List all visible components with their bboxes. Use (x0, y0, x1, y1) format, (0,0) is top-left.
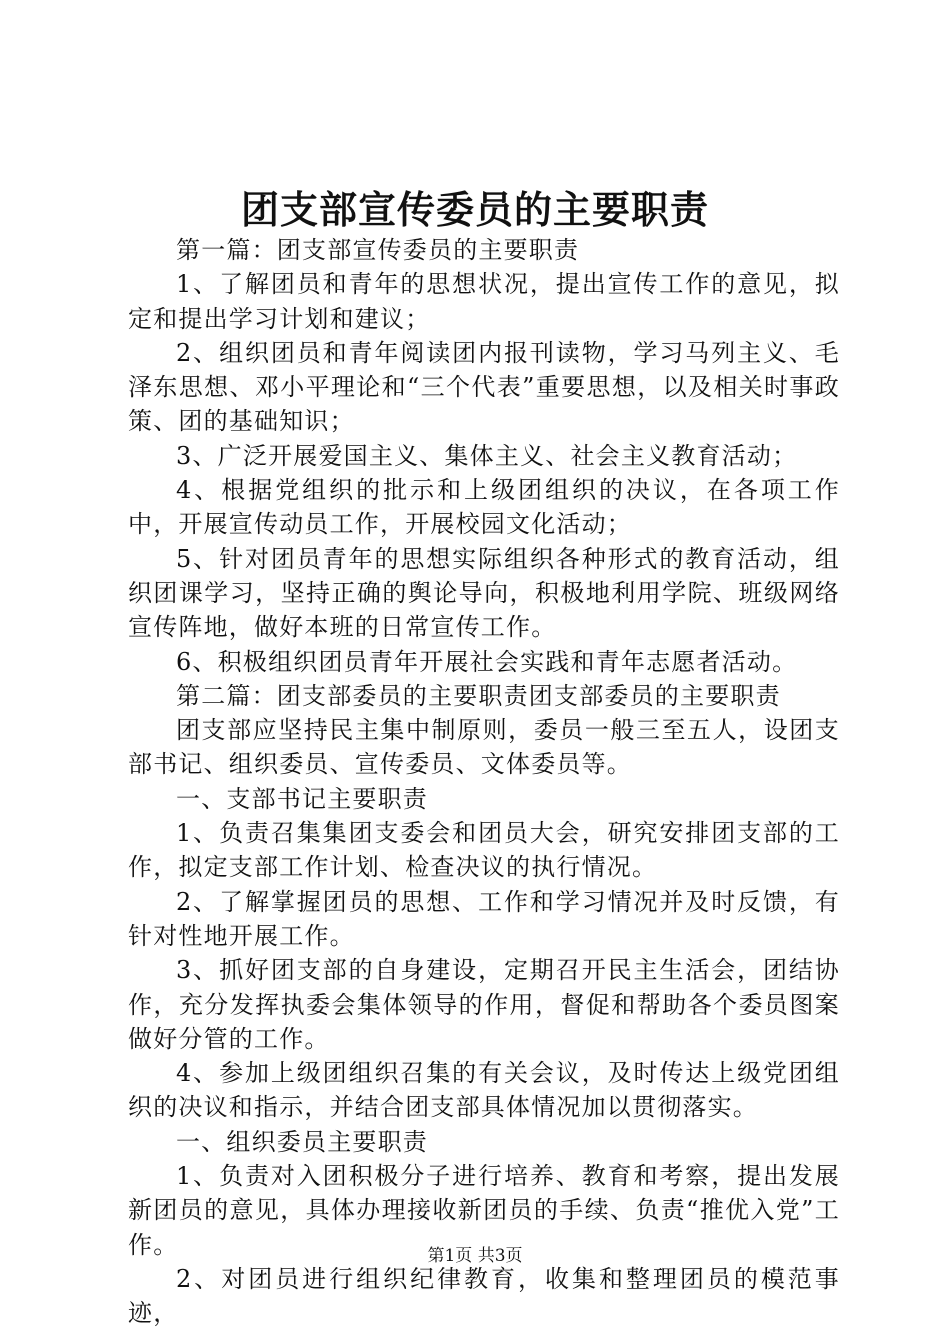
paragraph: 2、了解掌握团员的思想、工作和学习情况并及时反馈，有针对性地开展工作。 (128, 887, 840, 950)
paragraph: 3、抓好团支部的自身建设，定期召开民主生活会，团结协作，充分发挥执委会集体领导的作用，督促和帮助各个委员图案做好分管的工作。 (128, 956, 840, 1053)
paragraph: 1、负责召集集团支委会和团员大会，研究安排团支部的工作，拟定支部工作计划、检查决议的执行情况。 (128, 819, 840, 882)
subsection-heading: 一、组织委员主要职责 (176, 1127, 428, 1156)
paragraph: 5、针对团员青年的思想实际组织各种形式的教育活动，组织团课学习，坚持正确的舆论导向，积极地利用学院、班级网络宣传阵地，做好本班的日常宣传工作。 (128, 544, 840, 642)
paragraph: 3、广泛开展爱国主义、集体主义、社会主义教育活动； (176, 441, 798, 470)
page-title: 团支部宣传委员的主要职责 (240, 187, 709, 232)
paragraph: 4、根据党组织的批示和上级团组织的决议，在各项工作中，开展宣传动员工作，开展校园文化活动； (128, 476, 840, 539)
paragraph: 6、积极组织团员青年开展社会实践和青年志愿者活动。 (176, 647, 798, 676)
section-heading: 第一篇：团支部宣传委员的主要职责 (176, 236, 580, 264)
paragraph: 团支部应坚持民主集中制原则，委员一般三至五人，设团支部书记、组织委员、宣传委员、文体委员等。 (128, 716, 840, 779)
paragraph: 1、负责对入团积极分子进行培养、教育和考察，提出发展新团员的意见，具体办理接收新团员的手续、负责“推优入党”工作。 (128, 1162, 840, 1259)
document-body (128, 233, 840, 1331)
section-heading: 第二篇：团支部委员的主要职责团支部委员的主要职责 (176, 681, 781, 710)
page-number-footer: 第1页 共3页 (427, 1246, 523, 1266)
paragraph: 2、对团员进行组织纪律教育，收集和整理团员的模范事迹， (128, 1264, 840, 1328)
paragraph: 1、了解团员和青年的思想状况，提出宣传工作的意见，拟定和提出学习计划和建议； (128, 270, 840, 333)
subsection-heading: 一、支部书记主要职责 (176, 784, 428, 813)
paragraph: 4、参加上级团组织召集的有关会议，及时传达上级党团组织的决议和指示，并结合团支部具体情况加以贯彻落实。 (128, 1059, 840, 1122)
paragraph: 2、组织团员和青年阅读团内报刊读物，学习马列主义、毛泽东思想、邓小平理论和“三个代表”重要思想，以及相关时事政策、团的基础知识； (128, 338, 840, 436)
